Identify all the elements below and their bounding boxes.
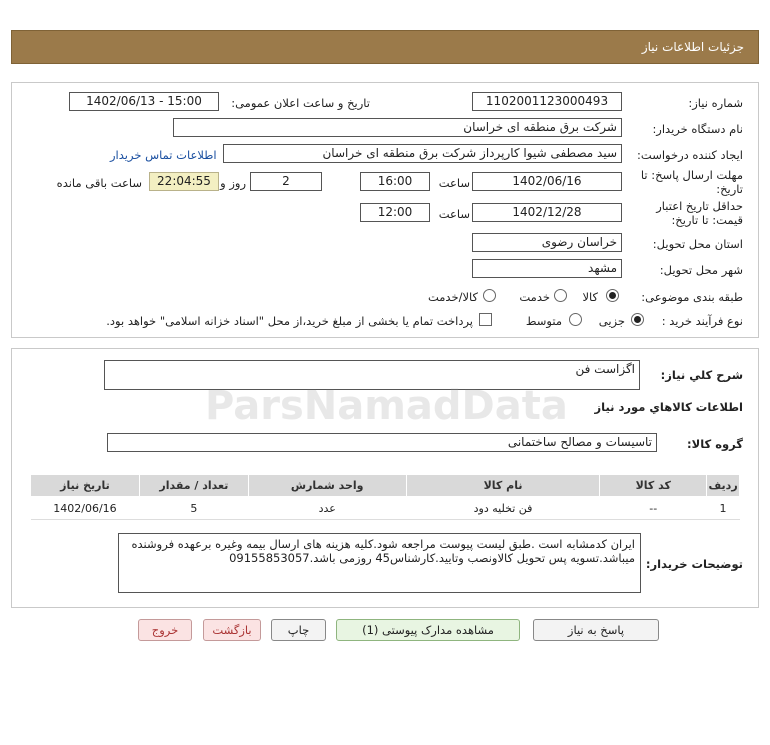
process-radio-minor[interactable]	[631, 313, 644, 326]
watermark-logo: ParsNamadData	[205, 383, 568, 429]
category-radio-goods-service[interactable]	[483, 289, 496, 302]
creator-label: ایجاد کننده درخواست:	[637, 148, 743, 162]
exit-button[interactable]: خروج	[138, 619, 192, 641]
col-name: نام کالا	[406, 475, 600, 497]
city-field: مشهد	[472, 259, 622, 278]
buyer-notes-label: توضیحات خریدار:	[645, 557, 743, 571]
reply-button[interactable]: پاسخ به نیاز	[533, 619, 659, 641]
remaining-label: ساعت باقی مانده	[56, 176, 142, 190]
page-title: جزئیات اطلاعات نیاز	[641, 40, 744, 54]
buyer-org-field: شرکت برق منطقه ای خراسان	[173, 118, 622, 137]
process-option-medium: متوسط	[525, 314, 562, 328]
days-label: روز و	[220, 176, 246, 190]
city-label: شهر محل تحویل:	[659, 263, 743, 277]
cell-name: فن تخلیه دود	[406, 497, 600, 520]
validity-time-field: 12:00	[360, 203, 430, 222]
treasury-payment-checkbox[interactable]	[479, 313, 492, 326]
goods-table	[30, 474, 740, 520]
deadline-label: مهلت ارسال پاسخ: تا تاریخ:	[640, 168, 743, 196]
process-option-minor: جزیی	[598, 314, 625, 328]
cell-date: 1402/06/16	[31, 497, 140, 520]
category-label: طبقه بندی موضوعی:	[641, 290, 743, 304]
cell-qty: 5	[139, 497, 248, 520]
remaining-time-field: 22:04:55	[149, 172, 219, 191]
deadline-date-field: 1402/06/16	[472, 172, 622, 191]
col-qty: تعداد / مقدار	[139, 475, 248, 497]
buyer-notes-field: ایران کدمشابه است .طبق لیست پیوست مراجعه شود.کلیه هزینه های ارسال بیمه وغیره برعهده فروشنده میباشد.تسویه پس تحویل کالاونصب وتایید.کارشناس45 روزمی باشد.09155853057	[118, 533, 641, 593]
print-button[interactable]: چاپ	[271, 619, 326, 641]
days-field: 2	[250, 172, 322, 191]
process-radio-medium[interactable]	[569, 313, 582, 326]
col-code: کد کالا	[600, 475, 707, 497]
creator-field: سید مصطفی شیوا کارپرداز شرکت برق منطقه ای خراسان	[223, 144, 622, 163]
need-number-label: شماره نیاز:	[688, 96, 743, 110]
page-header	[11, 30, 759, 64]
validity-date-field: 1402/12/28	[472, 203, 622, 222]
cell-row: 1	[707, 497, 740, 520]
announce-label: تاریخ و ساعت اعلان عمومی:	[231, 96, 370, 110]
treasury-payment-note: پرداخت تمام یا بخشی از مبلغ خرید،از محل "اسناد خزانه اسلامی" خواهد بود.	[106, 314, 473, 328]
col-date: تاریخ نیاز	[31, 475, 140, 497]
cell-unit: عدد	[248, 497, 406, 520]
summary-label: شرح کلي نياز:	[660, 368, 743, 382]
process-label: نوع فرآیند خرید :	[661, 314, 743, 328]
validity-label: حداقل تاریخ اعتبار قیمت: تا تاریخ:	[656, 199, 743, 227]
province-label: استان محل تحویل:	[652, 237, 743, 251]
goods-info-title: اطلاعات كالاهاي مورد نياز	[594, 400, 743, 414]
contact-buyer-link[interactable]: اطلاعات تماس خریدار	[110, 148, 217, 162]
cell-code: --	[600, 497, 707, 520]
attachments-button[interactable]: مشاهده مدارک پیوستی (1)	[336, 619, 520, 641]
category-option-goods: کالا	[582, 290, 598, 304]
announce-field: 1402/06/13 - 15:00	[69, 92, 219, 111]
category-radio-service[interactable]	[554, 289, 567, 302]
goods-group-label: گروه کالا:	[687, 437, 743, 451]
category-option-service: خدمت	[519, 290, 550, 304]
deadline-time-field: 16:00	[360, 172, 430, 191]
category-option-goods-service: کالا/خدمت	[427, 290, 478, 304]
goods-group-field: تاسیسات و مصالح ساختمانی	[107, 433, 657, 452]
validity-time-label: ساعت	[438, 207, 470, 221]
col-unit: واحد شمارش	[248, 475, 406, 497]
category-radio-goods[interactable]	[606, 289, 619, 302]
col-row: ردیف	[707, 475, 740, 497]
need-number-field: 1102001123000493	[472, 92, 622, 111]
province-field: خراسان رضوی	[472, 233, 622, 252]
deadline-time-label: ساعت	[438, 176, 470, 190]
back-button[interactable]: بازگشت	[203, 619, 261, 641]
goods-table-header	[31, 475, 740, 497]
buyer-org-label: نام دستگاه خریدار:	[652, 122, 743, 136]
table-row	[31, 497, 740, 520]
summary-field: اگزاست فن	[104, 360, 640, 390]
